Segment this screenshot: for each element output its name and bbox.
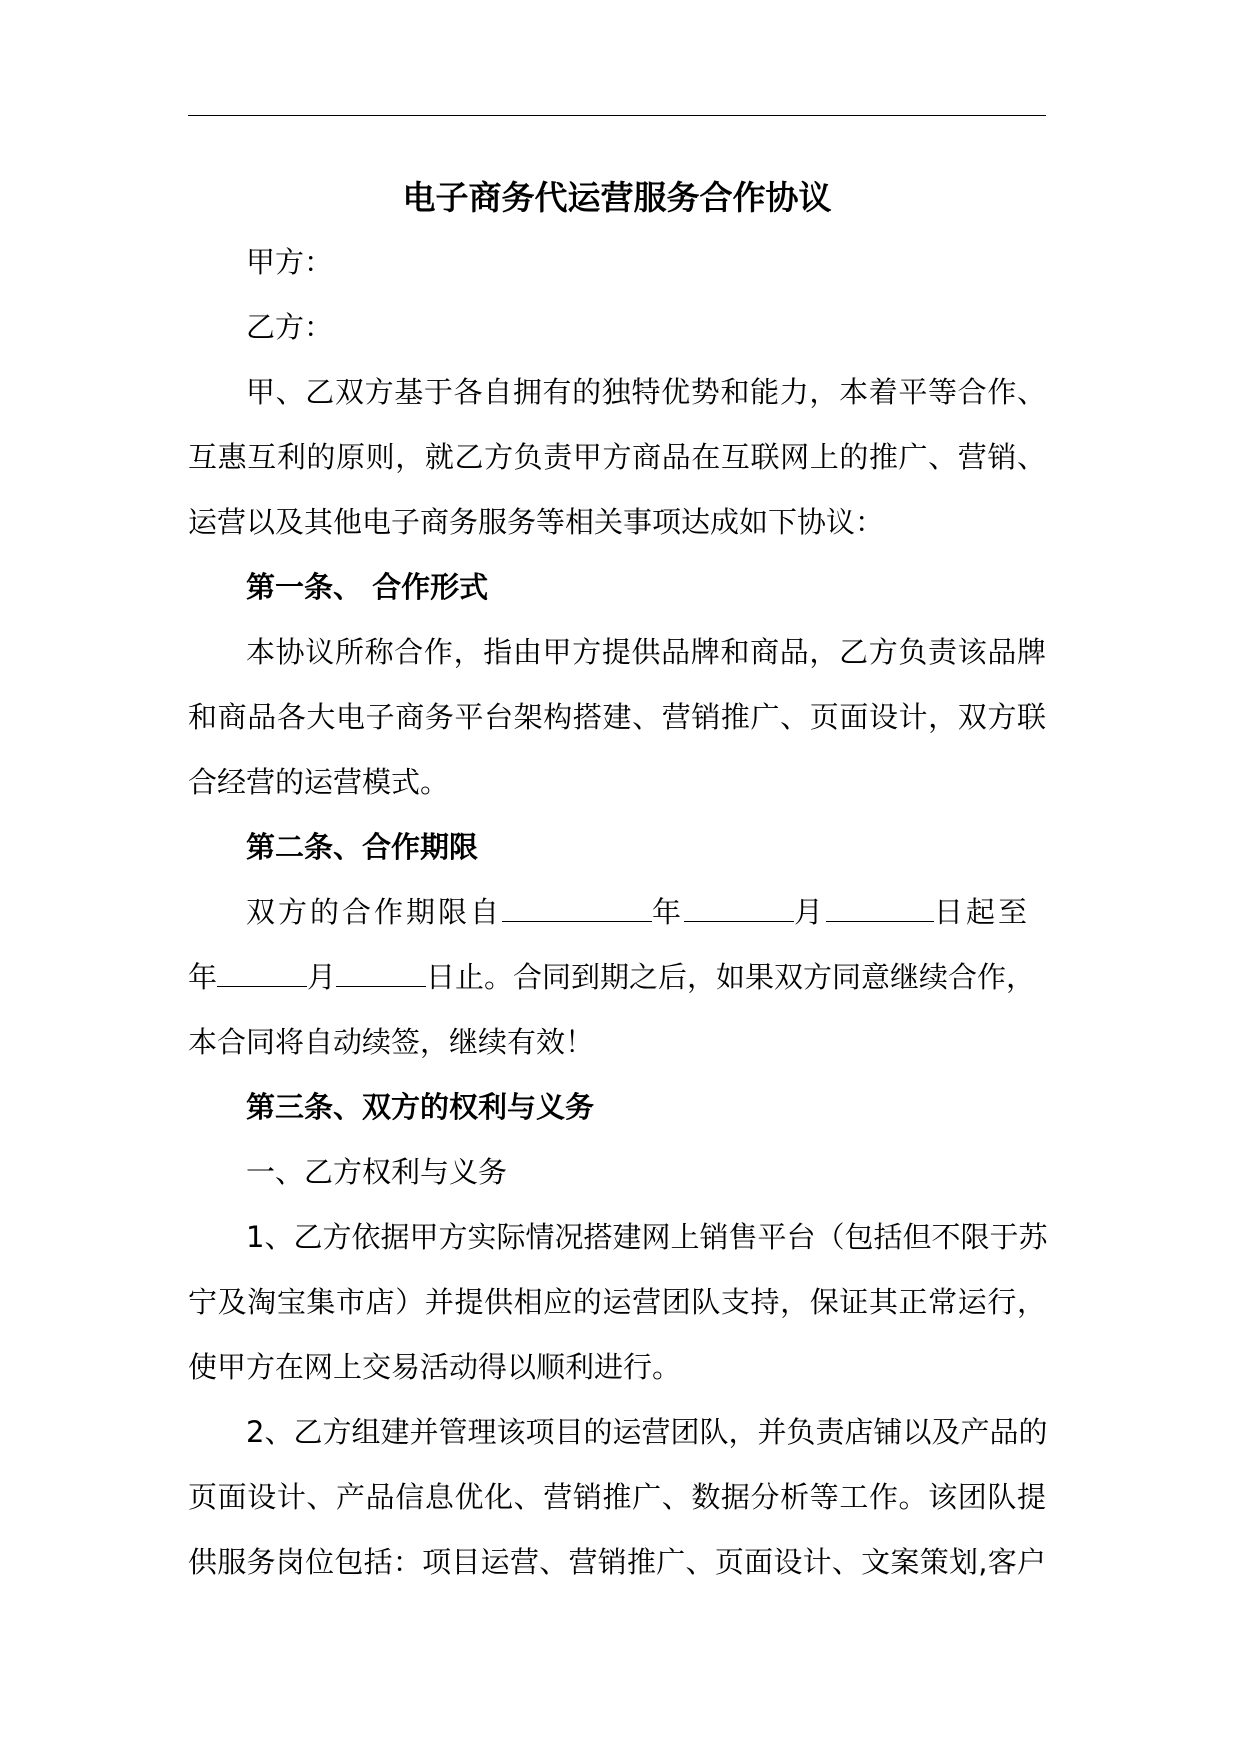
start-year-blank bbox=[502, 897, 652, 922]
month-label: 月 bbox=[794, 895, 827, 929]
term-start-label: 双方的合作期限自 bbox=[246, 895, 503, 929]
article-3-item-1-line-1: 1、乙方依据甲方实际情况搭建网上销售平台（包括但不限于苏 bbox=[246, 1220, 1048, 1254]
article-3-subheading-1: 一、乙方权利与义务 bbox=[246, 1155, 508, 1189]
intro-line-2: 互惠互利的原则，就乙方负责甲方商品在互联网上的推广、营销、 bbox=[188, 440, 1046, 474]
party-b-label: 乙方： bbox=[246, 310, 334, 344]
article-2-line-1 bbox=[246, 892, 1030, 932]
article-1-line-1: 本协议所称合作，指由甲方提供品牌和商品，乙方负责该品牌 bbox=[246, 635, 1046, 669]
end-month-label: 月 bbox=[307, 960, 337, 994]
article-2-line-3: 本合同将自动续签，继续有效！ bbox=[188, 1025, 595, 1059]
article-1-line-2: 和商品各大电子商务平台架构搭建、营销推广、页面设计，双方联 bbox=[188, 700, 1046, 734]
article-3-heading: 第三条、双方的权利与义务 bbox=[246, 1090, 595, 1124]
header-rule bbox=[188, 115, 1046, 116]
start-day-blank bbox=[826, 897, 934, 922]
article-1-line-3: 合经营的运营模式。 bbox=[188, 765, 450, 799]
article-3-item-1-line-2: 宁及淘宝集市店）并提供相应的运营团队支持，保证其正常运行， bbox=[188, 1285, 1046, 1319]
article-2-line-2 bbox=[188, 957, 1035, 997]
intro-line-3: 运营以及其他电子商务服务等相关事项达成如下协议： bbox=[188, 505, 885, 539]
party-a-label: 甲方： bbox=[246, 245, 334, 279]
article-3-item-1-line-3: 使甲方在网上交易活动得以顺利进行。 bbox=[188, 1350, 682, 1384]
end-day-blank bbox=[336, 962, 426, 987]
intro-line-1: 甲、乙双方基于各自拥有的独特优势和能力，本着平等合作、 bbox=[246, 375, 1046, 409]
start-month-blank bbox=[684, 897, 794, 922]
document-title: 电子商务代运营服务合作协议 bbox=[402, 178, 832, 217]
article-1-heading: 第一条、 合作形式 bbox=[246, 570, 489, 604]
end-year-label: 年 bbox=[188, 960, 218, 994]
year-label: 年 bbox=[652, 895, 685, 929]
article-3-item-2-line-2: 页面设计、产品信息优化、营销推广、数据分析等工作。该团队提 bbox=[188, 1480, 1046, 1514]
end-month-blank bbox=[217, 962, 307, 987]
end-day-text: 日止。合同到期之后，如果双方同意继续合作， bbox=[426, 960, 1036, 994]
article-3-item-2-line-3: 供服务岗位包括：项目运营、营销推广、页面设计、文案策划,客户 bbox=[188, 1545, 1046, 1579]
day-from-label: 日起至 bbox=[934, 895, 1031, 929]
article-2-heading: 第二条、合作期限 bbox=[246, 830, 479, 864]
article-3-item-2-line-1: 2、乙方组建并管理该项目的运营团队，并负责店铺以及产品的 bbox=[246, 1415, 1048, 1449]
